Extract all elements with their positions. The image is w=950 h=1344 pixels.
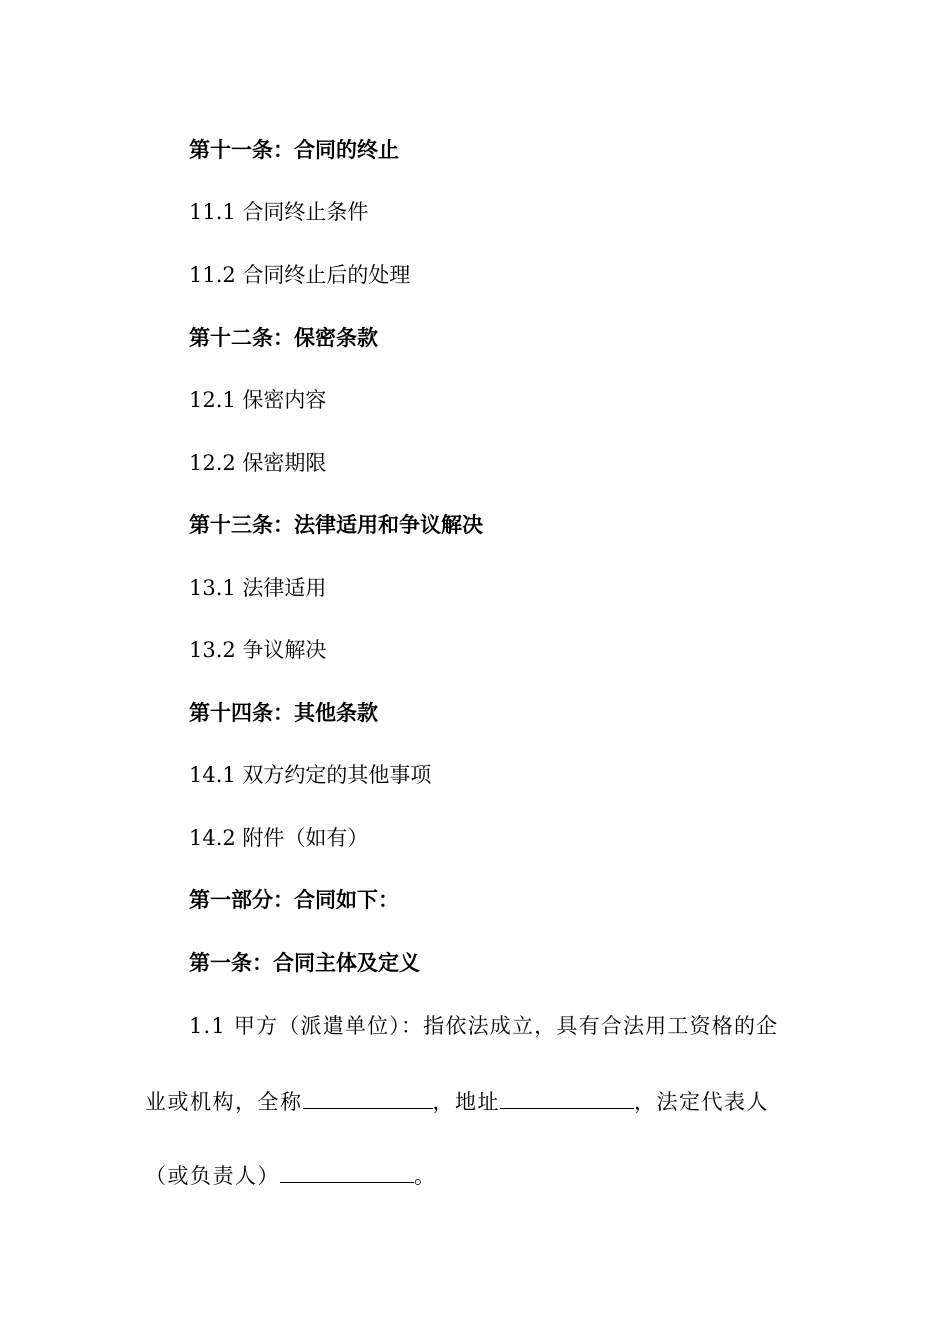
clause-14-2: 14.2 附件（如有） [189, 826, 369, 850]
clause-11-2: 11.2 合同终止后的处理 [189, 263, 411, 287]
section-heading-12: 第十二条：保密条款 [189, 326, 378, 350]
clause-13-1: 13.1 法律适用 [189, 576, 327, 600]
clause-11-1: 11.1 合同终止条件 [189, 200, 369, 224]
fill-in-blank-full-name [303, 1086, 433, 1109]
paragraph-text: （或负责人） [145, 1164, 280, 1188]
section-heading-11: 第十一条：合同的终止 [189, 138, 399, 162]
clause-14-1: 14.1 双方约定的其他事项 [189, 763, 432, 787]
paragraph-text: 。 [414, 1164, 437, 1188]
paragraph-text: ，法定代表人 [634, 1090, 769, 1114]
paragraph-line-2 [145, 1086, 769, 1116]
paragraph-text: ，地址 [432, 1090, 500, 1114]
article-heading: 第一条：合同主体及定义 [189, 951, 420, 975]
section-heading-13: 第十三条：法律适用和争议解决 [189, 513, 483, 537]
clause-13-2: 13.2 争议解决 [189, 638, 327, 662]
paragraph-text: 业或机构，全称 [145, 1090, 303, 1114]
fill-in-blank-address [500, 1086, 634, 1109]
paragraph-line-1: 1.1 甲方（派遣单位）：指依法成立，具有合法用工资格的企 [189, 1014, 779, 1038]
clause-12-1: 12.1 保密内容 [189, 388, 327, 412]
paragraph-line-3 [145, 1160, 437, 1190]
section-heading-14: 第十四条：其他条款 [189, 701, 378, 725]
part-heading: 第一部分：合同如下： [189, 888, 399, 912]
fill-in-blank-representative [280, 1160, 414, 1183]
clause-12-2: 12.2 保密期限 [189, 451, 327, 475]
